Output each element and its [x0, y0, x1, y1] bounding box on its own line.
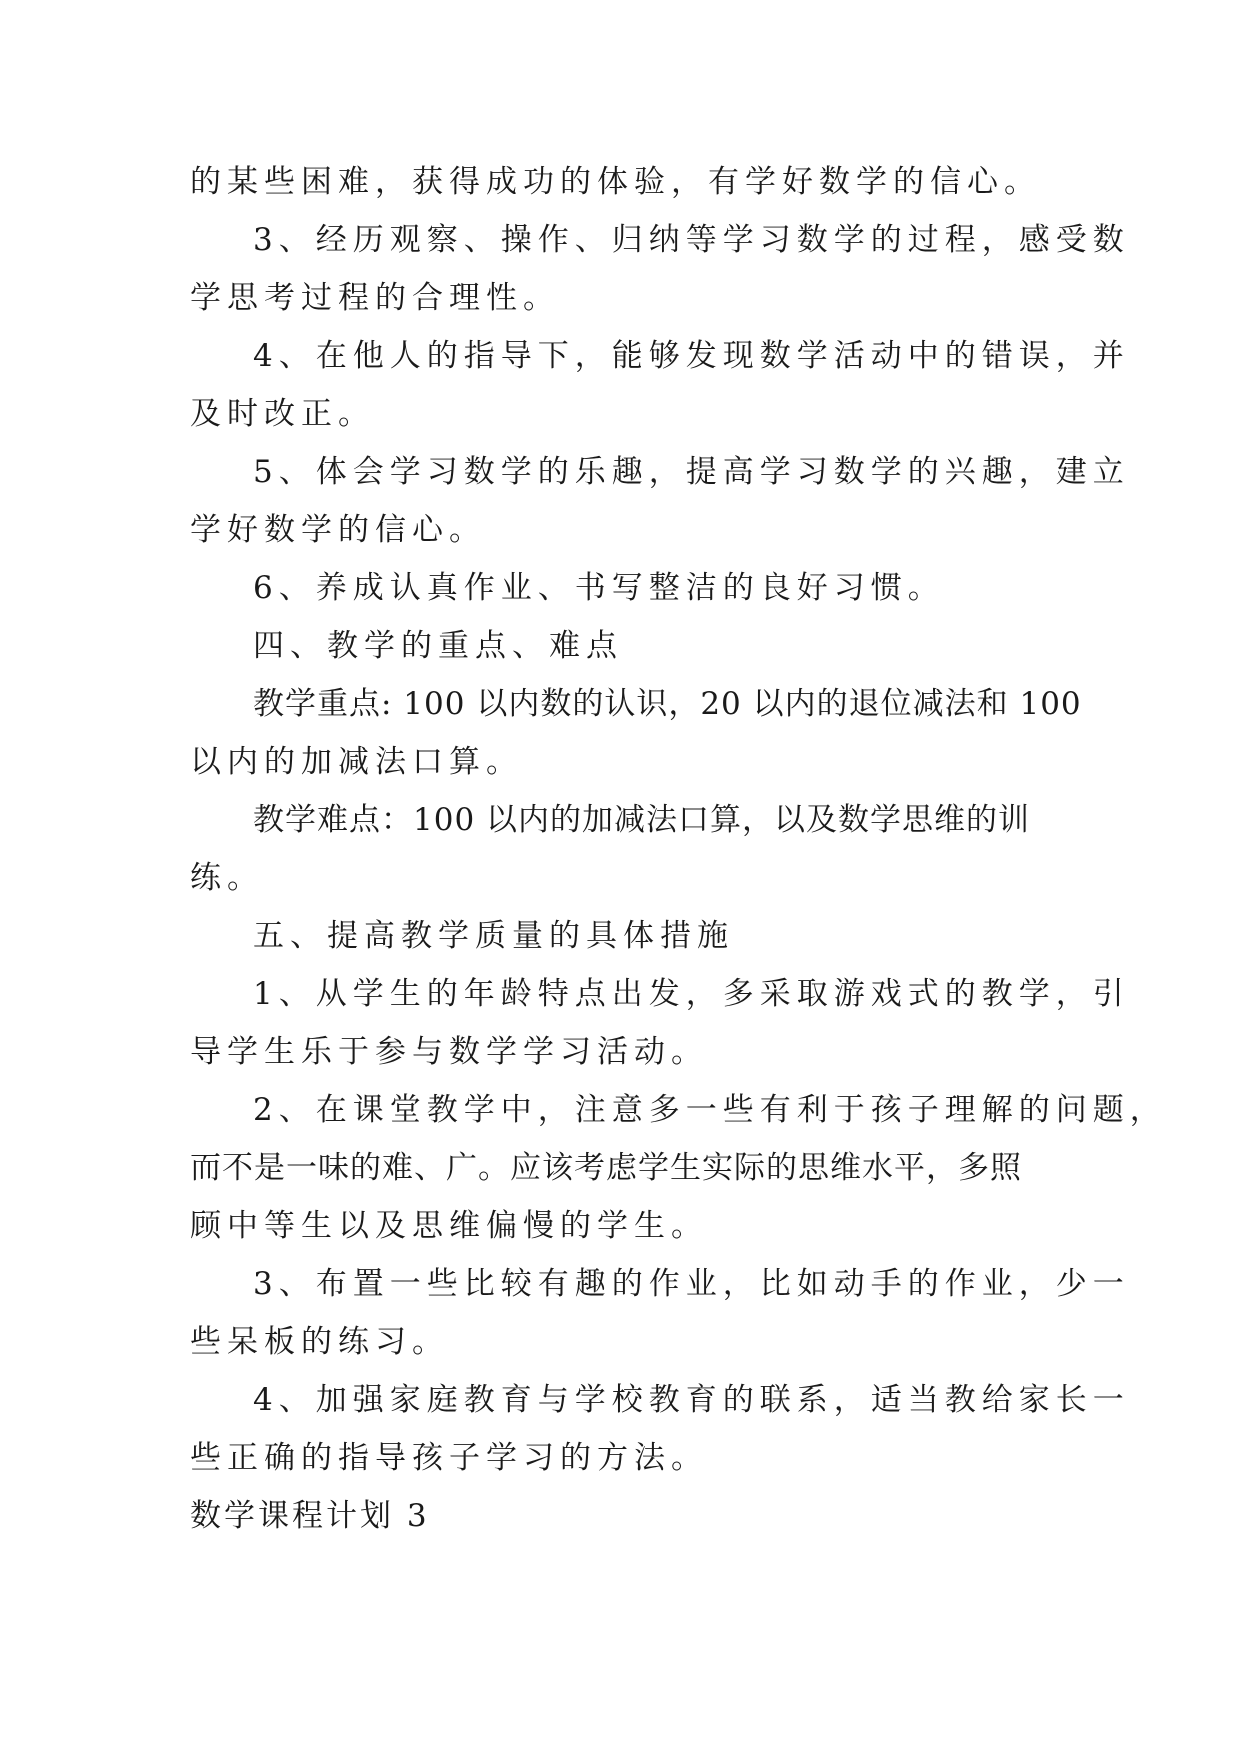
paragraph-line: 以内的加减法口算。	[190, 744, 523, 780]
paragraph-line: 3、经历观察、操作、归纳等学习数学的过程，感受数	[253, 222, 1130, 258]
paragraph-line: 而不是一味的难、广。应该考虑学生实际的思维水平，多照	[190, 1150, 1022, 1186]
paragraph-line: 导学生乐于参与数学学习活动。	[190, 1034, 708, 1070]
paragraph-line: 学思考过程的合理性。	[190, 280, 560, 316]
section-title: 数学课程计划 3	[190, 1498, 430, 1534]
paragraph-line: 4、加强家庭教育与学校教育的联系，适当教给家长一	[253, 1382, 1130, 1418]
paragraph-line: 6、养成认真作业、书写整洁的良好习惯。	[253, 570, 945, 606]
paragraph-line: 2、在课堂教学中，注意多一些有利于孩子理解的问题，	[253, 1092, 1167, 1128]
paragraph-line: 教学难点：100 以内的加减法口算，以及数学思维的训	[253, 802, 1031, 838]
paragraph-line: 顾中等生以及思维偏慢的学生。	[190, 1208, 708, 1244]
paragraph-line: 4、在他人的指导下，能够发现数学活动中的错误，并	[253, 338, 1130, 374]
paragraph-line: 的某些困难，获得成功的体验，有学好数学的信心。	[190, 164, 1041, 200]
paragraph-line: 些呆板的练习。	[190, 1324, 449, 1360]
paragraph-line: 教学重点: 100 以内数的认识，20 以内的退位减法和 100	[253, 686, 1082, 722]
paragraph-line: 3、布置一些比较有趣的作业，比如动手的作业，少一	[253, 1266, 1130, 1302]
paragraph-line: 及时改正。	[190, 396, 375, 432]
paragraph-line: 学好数学的信心。	[190, 512, 486, 548]
paragraph-line: 练。	[190, 860, 264, 896]
section-heading: 五、提高教学质量的具体措施	[253, 918, 734, 954]
paragraph-line: 些正确的指导孩子学习的方法。	[190, 1440, 708, 1476]
paragraph-line: 5、体会学习数学的乐趣，提高学习数学的兴趣，建立	[253, 454, 1130, 490]
paragraph-line: 1、从学生的年龄特点出发，多采取游戏式的教学，引	[253, 976, 1130, 1012]
section-heading: 四、教学的重点、难点	[253, 628, 623, 664]
